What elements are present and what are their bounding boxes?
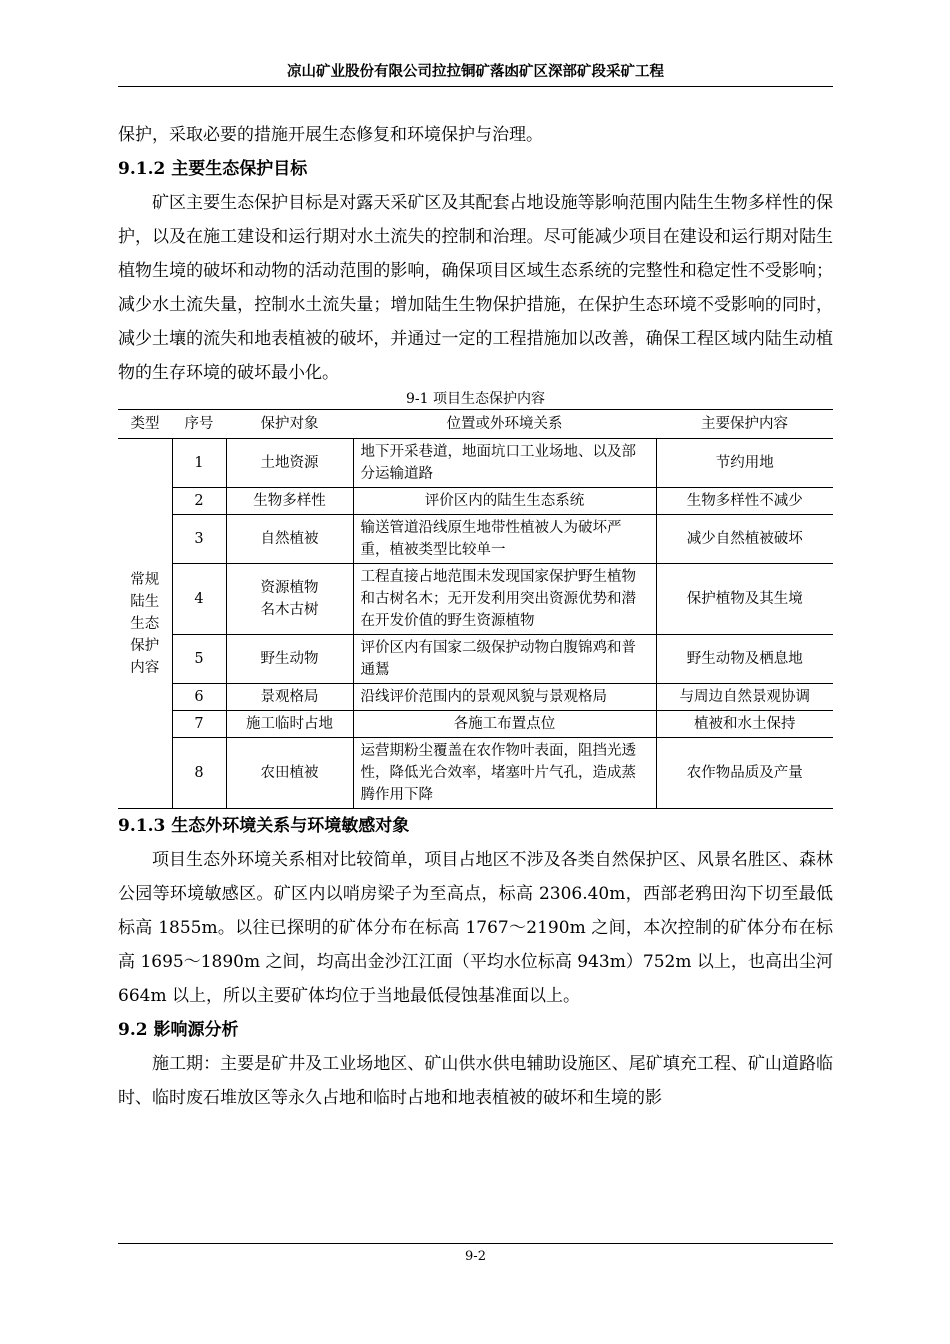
row-relation: 地下开采巷道，地面坑口工业场地、以及部分运输道路 bbox=[353, 439, 656, 488]
table-row bbox=[118, 684, 833, 711]
row-no: 7 bbox=[172, 711, 226, 738]
row-content: 保护植物及其生境 bbox=[656, 564, 833, 635]
header-no: 序号 bbox=[172, 410, 226, 439]
section-paragraph-9-1-2: 矿区主要生态保护目标是对露天采矿区及其配套占地设施等影响范围内陆生生物多样性的保护，以及在施工建设和运行期对水土流失的控制和治理。尽可能减少项目在建设和运行期对陆生植物生境的破坏和动物的活动范围的影响，确保项目区域生态系统的完整性和稳定性不受影响；减少水土流失量，控制水土流失量；增加陆生生物保护措施，在保护生态环境不受影响的同时，减少土壤的流失和地表植被的破坏，并通过一定的工程措施加以改善，确保工程区域内陆生动植物的生存环境的破坏最小化。 bbox=[118, 193, 833, 383]
row-content: 节约用地 bbox=[656, 439, 833, 488]
row-no: 3 bbox=[172, 515, 226, 564]
row-no: 1 bbox=[172, 439, 226, 488]
row-target: 资源植物名木古树 bbox=[226, 564, 353, 635]
row-content: 野生动物及栖息地 bbox=[656, 635, 833, 684]
section-heading-9-1-3: 9.1.3 生态外环境关系与环境敏感对象 bbox=[118, 816, 410, 836]
section-heading-9-1-2: 9.1.2 主要生态保护目标 bbox=[118, 159, 308, 179]
row-relation: 各施工布置点位 bbox=[353, 711, 656, 738]
row-no: 8 bbox=[172, 738, 226, 809]
section-paragraph-9-1-3: 项目生态外环境关系相对比较简单，项目占地区不涉及各类自然保护区、风景名胜区、森林公园等环境敏感区。矿区内以哨房梁子为至高点，标高 2306.40m，西部老鸦田沟下切至最低标高 1855m。以往已探明的矿体分布在标高 1767～2190m 之间，本次控制的矿体分布在标高 1695～1890m 之间，均高出金沙江江面（平均水位标高 943m）752m 以上，也高出尘河 664m 以上，所以主要矿体均位于当地最低侵蚀基准面以上。 bbox=[118, 850, 833, 1006]
table-row bbox=[118, 635, 833, 684]
row-target: 自然植被 bbox=[226, 515, 353, 564]
row-target: 农田植被 bbox=[226, 738, 353, 809]
row-no: 6 bbox=[172, 684, 226, 711]
header-content: 主要保护内容 bbox=[656, 410, 833, 439]
header-target: 保护对象 bbox=[226, 410, 353, 439]
row-relation: 评价区内有国家二级保护动物白腹锦鸡和普通鵟 bbox=[353, 635, 656, 684]
header-type: 类型 bbox=[118, 410, 172, 439]
row-content: 植被和水土保持 bbox=[656, 711, 833, 738]
table-row bbox=[118, 515, 833, 564]
page-header bbox=[118, 60, 833, 87]
category-cell: 常规陆生生态保护内容 bbox=[118, 439, 172, 809]
page-footer bbox=[118, 1243, 833, 1270]
row-relation: 输送管道沿线原生地带性植被人为破坏严重，植被类型比较单一 bbox=[353, 515, 656, 564]
row-target: 野生动物 bbox=[226, 635, 353, 684]
row-relation: 工程直接占地范围未发现国家保护野生植物和古树名木；无开发利用突出资源优势和潜在开发价值的野生资源植物 bbox=[353, 564, 656, 635]
table-row bbox=[118, 564, 833, 635]
row-target: 生物多样性 bbox=[226, 488, 353, 515]
document-body bbox=[118, 118, 833, 1115]
row-relation: 沿线评价范围内的景观风貌与景观格局 bbox=[353, 684, 656, 711]
table-row bbox=[118, 488, 833, 515]
row-target: 土地资源 bbox=[226, 439, 353, 488]
row-target: 施工临时占地 bbox=[226, 711, 353, 738]
section-heading-9-2: 9.2 影响源分析 bbox=[118, 1020, 239, 1040]
row-no: 5 bbox=[172, 635, 226, 684]
row-content: 与周边自然景观协调 bbox=[656, 684, 833, 711]
row-content: 生物多样性不减少 bbox=[656, 488, 833, 515]
table-caption: 9-1 项目生态保护内容 bbox=[406, 391, 545, 407]
row-no: 4 bbox=[172, 564, 226, 635]
table-row bbox=[118, 738, 833, 809]
table-row bbox=[118, 711, 833, 738]
section-paragraph-9-2: 施工期：主要是矿井及工业场地区、矿山供水供电辅助设施区、尾矿填充工程、矿山道路临时、临时废石堆放区等永久占地和临时占地和地表植被的破坏和生境的影 bbox=[118, 1054, 833, 1108]
header-relation: 位置或外环境关系 bbox=[353, 410, 656, 439]
row-no: 2 bbox=[172, 488, 226, 515]
header-title: 凉山矿业股份有限公司拉拉铜矿落凼矿区深部矿段采矿工程 bbox=[287, 63, 664, 80]
intro-paragraph: 保护，采取必要的措施开展生态修复和环境保护与治理。 bbox=[118, 125, 543, 145]
page-number: 9-2 bbox=[465, 1249, 486, 1264]
protection-table bbox=[118, 409, 833, 809]
row-target: 景观格局 bbox=[226, 684, 353, 711]
row-content: 农作物品质及产量 bbox=[656, 738, 833, 809]
row-content: 减少自然植被破坏 bbox=[656, 515, 833, 564]
row-relation: 运营期粉尘覆盖在农作物叶表面，阻挡光透性，降低光合效率，堵塞叶片气孔，造成蒸腾作用下降 bbox=[353, 738, 656, 809]
row-relation: 评价区内的陆生生态系统 bbox=[353, 488, 656, 515]
table-row bbox=[118, 439, 833, 488]
table-header-row bbox=[118, 410, 833, 439]
